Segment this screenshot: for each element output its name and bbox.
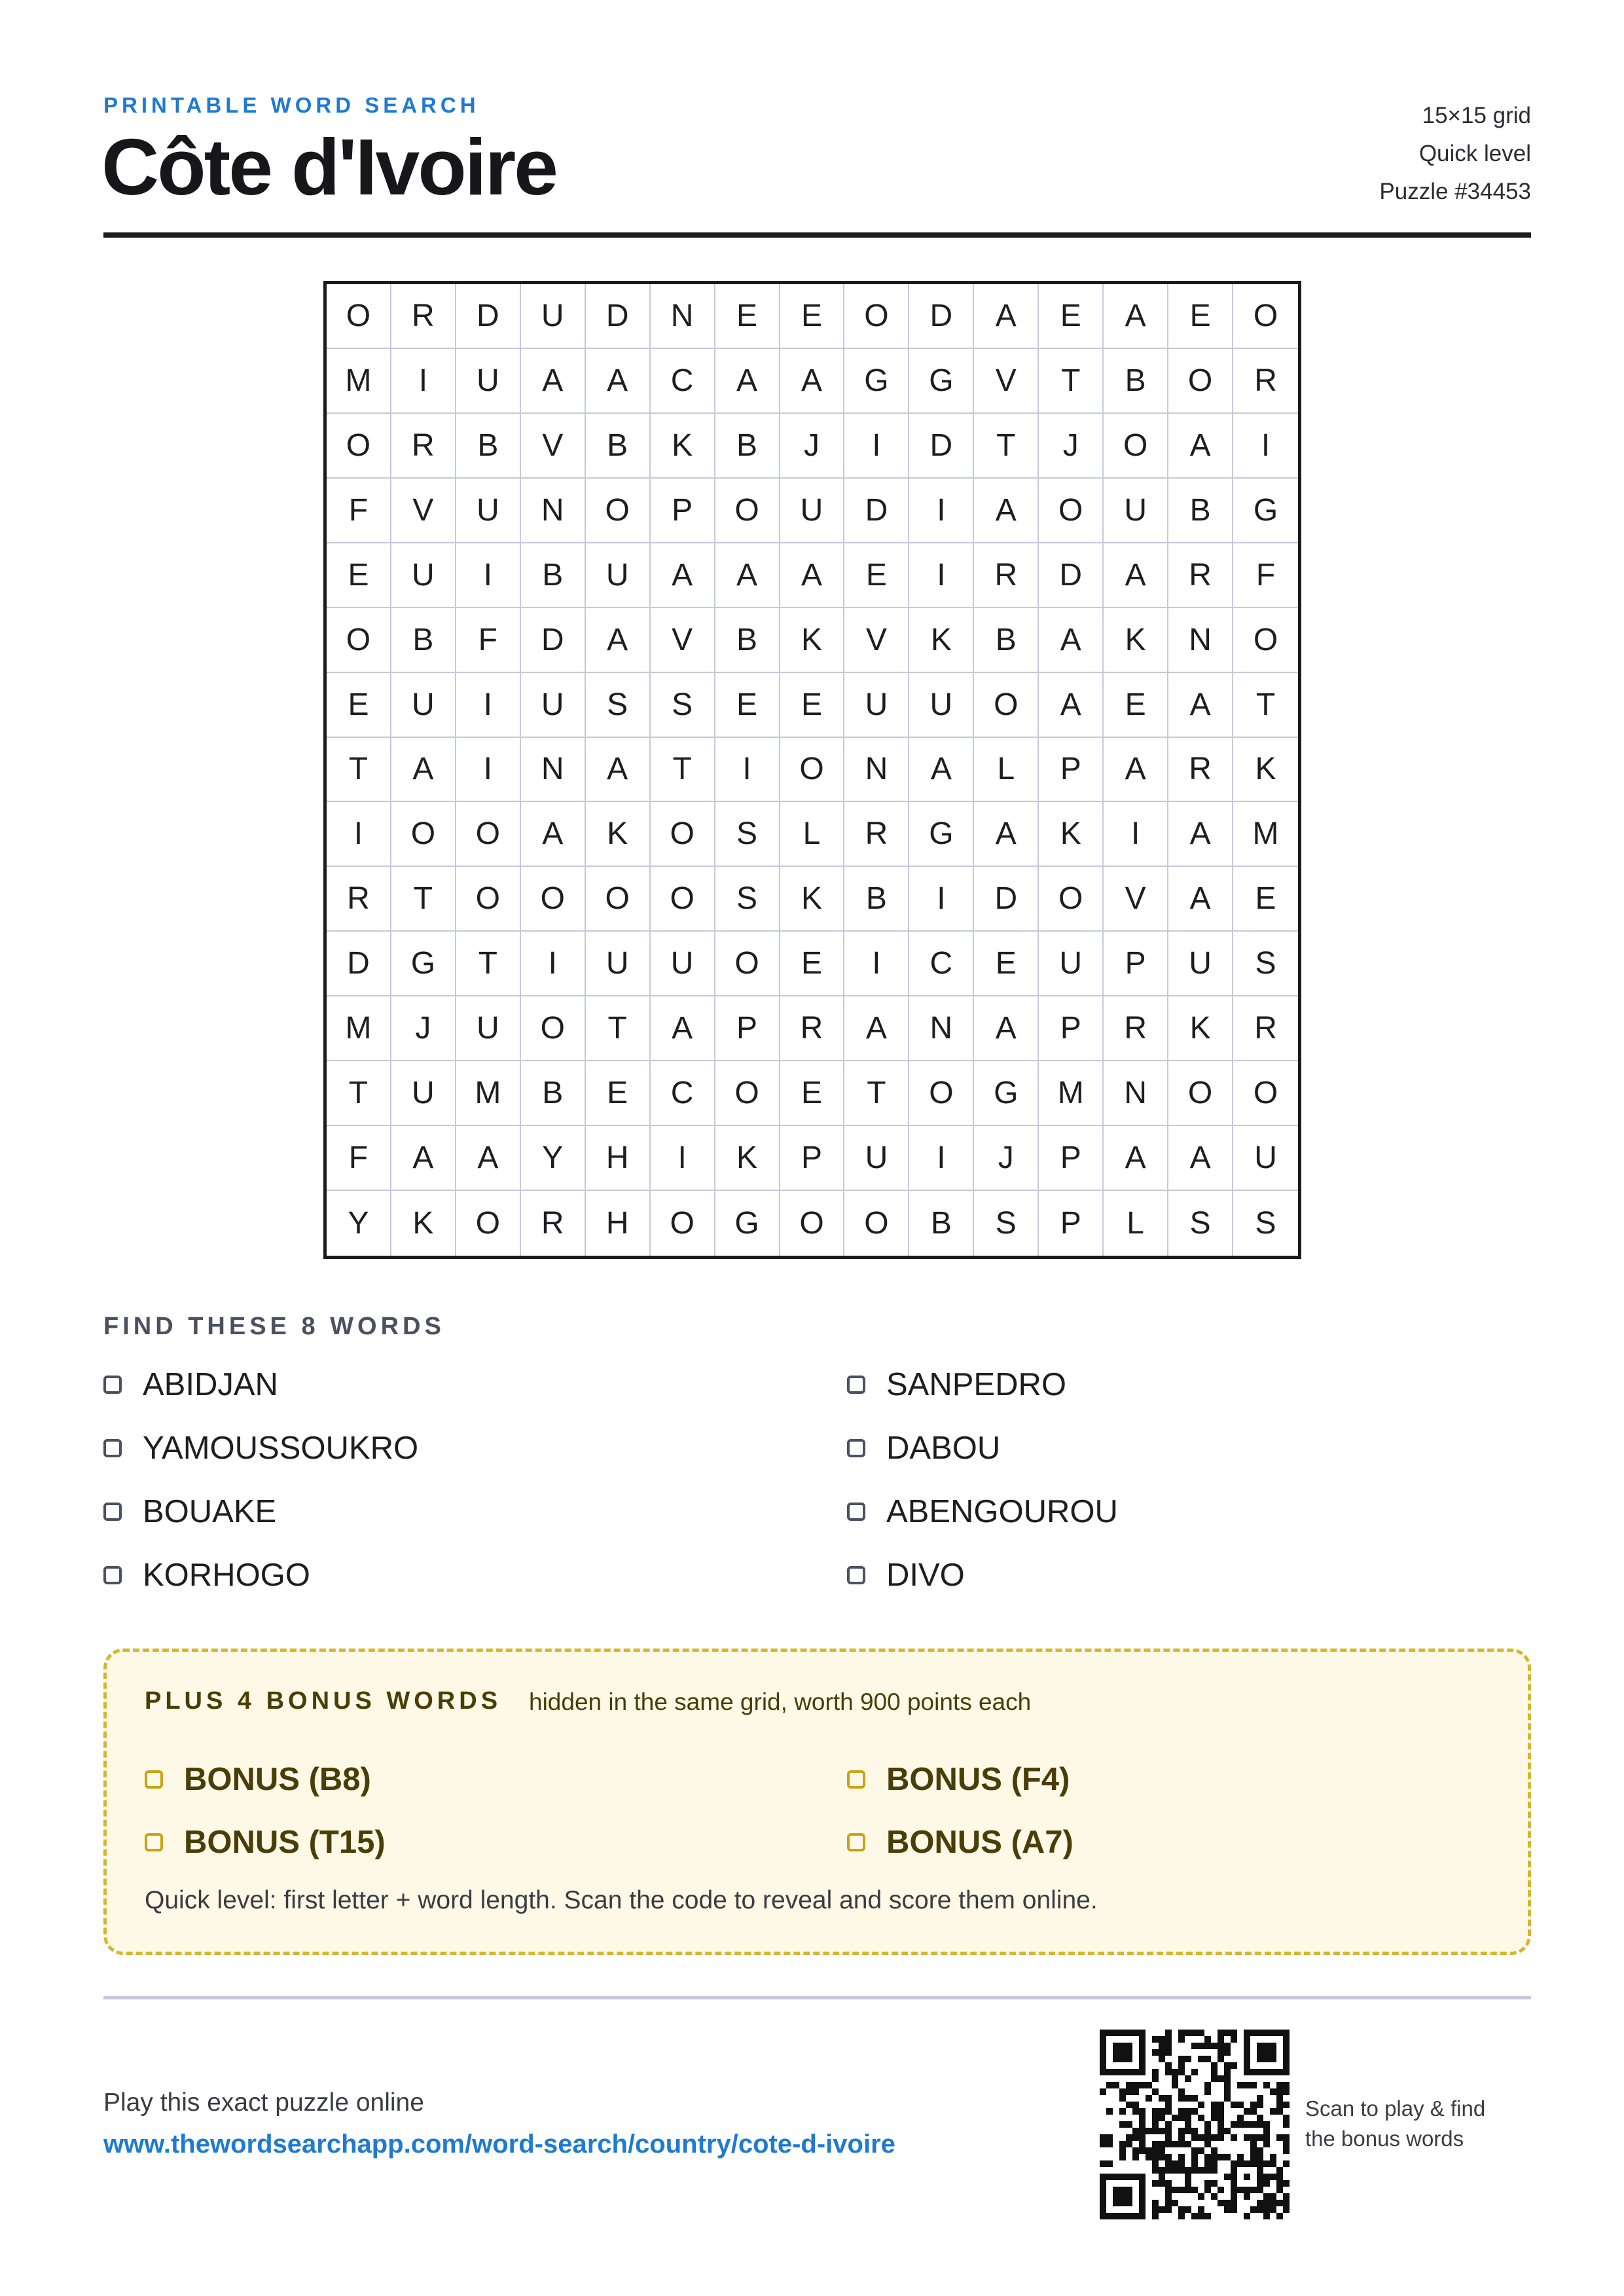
- grid-cell[interactable]: O: [651, 867, 715, 932]
- grid-cell[interactable]: O: [327, 284, 391, 349]
- grid-cell[interactable]: S: [715, 802, 780, 867]
- word-list-item[interactable]: [847, 1489, 1118, 1535]
- grid-cell[interactable]: A: [521, 802, 586, 867]
- grid-cell[interactable]: O: [844, 1191, 909, 1256]
- bonus-word-label: BONUS (F4): [886, 1762, 1070, 1797]
- word-label: ABENGOUROU: [886, 1494, 1118, 1529]
- grid-cell[interactable]: R: [521, 1191, 586, 1256]
- grid-cell[interactable]: H: [586, 1191, 651, 1256]
- bonus-word-label: BONUS (T15): [184, 1825, 386, 1860]
- grid-cell[interactable]: O: [456, 1191, 521, 1256]
- grid-cell[interactable]: O: [844, 284, 909, 349]
- grid-cell[interactable]: K: [1233, 738, 1298, 803]
- word-list-item[interactable]: [103, 1362, 278, 1408]
- grid-cell[interactable]: D: [456, 284, 521, 349]
- grid-cell[interactable]: U: [780, 479, 845, 543]
- grid-cell[interactable]: G: [844, 349, 909, 414]
- grid-cell[interactable]: G: [391, 932, 456, 996]
- grid-cell[interactable]: N: [1104, 1061, 1168, 1126]
- grid-cell[interactable]: K: [909, 608, 974, 673]
- grid-cell[interactable]: A: [1168, 802, 1233, 867]
- grid-cell[interactable]: I: [1104, 802, 1168, 867]
- bonus-word-item[interactable]: [847, 1819, 1074, 1865]
- checkbox-icon[interactable]: [103, 1439, 122, 1457]
- grid-cell[interactable]: N: [651, 284, 715, 349]
- grid-cell[interactable]: U: [651, 932, 715, 996]
- grid-cell[interactable]: S: [1168, 1191, 1233, 1256]
- grid-cell[interactable]: B: [391, 608, 456, 673]
- grid-cell[interactable]: U: [521, 284, 586, 349]
- word-list-item[interactable]: [847, 1362, 1066, 1408]
- grid-cell[interactable]: A: [780, 349, 845, 414]
- grid-cell[interactable]: O: [1233, 1061, 1298, 1126]
- grid-cell[interactable]: O: [391, 802, 456, 867]
- grid-cell[interactable]: B: [521, 1061, 586, 1126]
- grid-cell[interactable]: G: [974, 1061, 1039, 1126]
- grid-cell[interactable]: V: [391, 479, 456, 543]
- grid-cell[interactable]: V: [1104, 867, 1168, 932]
- grid-cell[interactable]: A: [909, 738, 974, 803]
- footer-divider: [103, 1996, 1531, 1999]
- grid-cell[interactable]: T: [651, 738, 715, 803]
- grid-cell[interactable]: N: [909, 996, 974, 1061]
- grid-cell[interactable]: V: [974, 349, 1039, 414]
- bonus-subtitle: hidden in the same grid, worth 900 points each: [529, 1688, 1032, 1715]
- checkbox-icon[interactable]: [145, 1833, 163, 1851]
- word-list-item[interactable]: [847, 1425, 1000, 1471]
- grid-cell[interactable]: R: [1233, 996, 1298, 1061]
- grid-cell[interactable]: D: [974, 867, 1039, 932]
- checkbox-icon[interactable]: [847, 1566, 865, 1584]
- grid-cell[interactable]: R: [844, 802, 909, 867]
- grid-cell[interactable]: K: [586, 802, 651, 867]
- grid-cell[interactable]: T: [327, 738, 391, 803]
- grid-cell[interactable]: U: [844, 1126, 909, 1191]
- grid-cell[interactable]: D: [521, 608, 586, 673]
- grid-cell[interactable]: E: [1233, 867, 1298, 932]
- grid-cell[interactable]: I: [909, 479, 974, 543]
- puzzle-url-link[interactable]: www.thewordsearchapp.com/word-search/country/cote-d-ivoire: [103, 2130, 895, 2159]
- grid-cell[interactable]: S: [651, 673, 715, 738]
- grid-cell[interactable]: B: [1104, 349, 1168, 414]
- grid-cell[interactable]: L: [1104, 1191, 1168, 1256]
- grid-cell[interactable]: E: [780, 284, 845, 349]
- grid-cell[interactable]: O: [1104, 414, 1168, 479]
- grid-cell[interactable]: U: [844, 673, 909, 738]
- grid-cell[interactable]: S: [715, 867, 780, 932]
- grid-cell[interactable]: P: [1039, 1126, 1104, 1191]
- grid-cell[interactable]: A: [651, 996, 715, 1061]
- word-list-item[interactable]: [103, 1552, 310, 1598]
- word-list-item[interactable]: [103, 1425, 418, 1471]
- grid-cell[interactable]: O: [586, 479, 651, 543]
- grid-cell[interactable]: P: [715, 996, 780, 1061]
- grid-cell[interactable]: E: [1104, 673, 1168, 738]
- checkbox-icon[interactable]: [847, 1439, 865, 1457]
- grid-cell[interactable]: E: [1039, 284, 1104, 349]
- grid-cell[interactable]: Y: [327, 1191, 391, 1256]
- grid-cell[interactable]: M: [327, 996, 391, 1061]
- checkbox-icon[interactable]: [103, 1566, 122, 1584]
- bonus-word-label: BONUS (A7): [886, 1825, 1074, 1860]
- bonus-heading: PLUS 4 BONUS WORDS: [145, 1687, 502, 1715]
- grid-cell[interactable]: P: [1039, 1191, 1104, 1256]
- grid-cell[interactable]: I: [456, 673, 521, 738]
- word-label: SANPEDRO: [886, 1367, 1067, 1402]
- grid-cell[interactable]: U: [391, 543, 456, 608]
- qr-caption: [1305, 2094, 1485, 2154]
- grid-cell[interactable]: E: [715, 673, 780, 738]
- grid-cell[interactable]: K: [1104, 608, 1168, 673]
- grid-cell[interactable]: F: [456, 608, 521, 673]
- bonus-word-item[interactable]: [145, 1757, 371, 1802]
- grid-cell[interactable]: K: [1039, 802, 1104, 867]
- grid-cell[interactable]: U: [1039, 932, 1104, 996]
- grid-cell[interactable]: A: [974, 802, 1039, 867]
- grid-cell[interactable]: S: [586, 673, 651, 738]
- grid-cell[interactable]: O: [974, 673, 1039, 738]
- grid-cell[interactable]: O: [1039, 479, 1104, 543]
- grid-cell[interactable]: O: [1168, 1061, 1233, 1126]
- grid-cell[interactable]: B: [715, 608, 780, 673]
- grid-cell[interactable]: C: [651, 1061, 715, 1126]
- grid-cell[interactable]: T: [327, 1061, 391, 1126]
- word-label: DIVO: [886, 1558, 965, 1593]
- checkbox-icon[interactable]: [103, 1503, 122, 1521]
- word-label: BOUAKE: [143, 1494, 277, 1529]
- puzzle-meta: [1379, 97, 1531, 211]
- grid-cell[interactable]: A: [651, 543, 715, 608]
- grid-cell[interactable]: E: [844, 543, 909, 608]
- bonus-word-item[interactable]: [847, 1757, 1070, 1802]
- grid-cell[interactable]: B: [1168, 479, 1233, 543]
- grid-cell[interactable]: R: [1168, 543, 1233, 608]
- grid-cell[interactable]: Y: [521, 1126, 586, 1191]
- grid-cell[interactable]: U: [456, 479, 521, 543]
- grid-cell[interactable]: P: [1104, 932, 1168, 996]
- grid-cell[interactable]: O: [1233, 608, 1298, 673]
- grid-cell[interactable]: A: [780, 543, 845, 608]
- grid-cell[interactable]: R: [1104, 996, 1168, 1061]
- checkbox-icon[interactable]: [847, 1503, 865, 1521]
- grid-cell[interactable]: L: [974, 738, 1039, 803]
- play-online-text: Play this exact puzzle online: [103, 2088, 424, 2117]
- grid-cell[interactable]: O: [521, 996, 586, 1061]
- word-search-grid: [323, 281, 1301, 1259]
- qr-caption-line2: the bonus words: [1305, 2126, 1464, 2151]
- grid-cell[interactable]: D: [909, 284, 974, 349]
- grid-cell[interactable]: G: [1233, 479, 1298, 543]
- checkbox-icon[interactable]: [145, 1770, 163, 1789]
- grid-cell[interactable]: U: [391, 673, 456, 738]
- grid-cell[interactable]: K: [1168, 996, 1233, 1061]
- grid-cell[interactable]: J: [974, 1126, 1039, 1191]
- grid-cell[interactable]: S: [974, 1191, 1039, 1256]
- grid-cell[interactable]: O: [586, 867, 651, 932]
- grid-cell[interactable]: D: [844, 479, 909, 543]
- grid-cell[interactable]: I: [844, 932, 909, 996]
- grid-cell[interactable]: K: [391, 1191, 456, 1256]
- grid-cell[interactable]: O: [651, 1191, 715, 1256]
- grid-cell[interactable]: I: [1233, 414, 1298, 479]
- grid-cell[interactable]: E: [780, 932, 845, 996]
- grid-cell[interactable]: N: [521, 738, 586, 803]
- checkbox-icon[interactable]: [847, 1833, 865, 1851]
- grid-cell[interactable]: K: [780, 867, 845, 932]
- grid-cell[interactable]: A: [391, 1126, 456, 1191]
- grid-cell[interactable]: J: [780, 414, 845, 479]
- grid-cell[interactable]: A: [586, 608, 651, 673]
- grid-cell[interactable]: N: [1168, 608, 1233, 673]
- grid-cell[interactable]: U: [586, 543, 651, 608]
- grid-cell[interactable]: A: [586, 349, 651, 414]
- grid-cell[interactable]: O: [909, 1061, 974, 1126]
- grid-size-label: 15×15 grid: [1422, 103, 1531, 128]
- grid-cell[interactable]: A: [586, 738, 651, 803]
- page-title: Côte d'Ivoire: [101, 122, 557, 211]
- grid-cell[interactable]: B: [974, 608, 1039, 673]
- grid-cell[interactable]: F: [327, 1126, 391, 1191]
- bonus-panel: [103, 1649, 1531, 1955]
- grid-cell[interactable]: I: [456, 543, 521, 608]
- grid-cell[interactable]: P: [651, 479, 715, 543]
- grid-cell[interactable]: R: [1233, 349, 1298, 414]
- grid-cell[interactable]: E: [327, 673, 391, 738]
- grid-cell[interactable]: A: [1039, 608, 1104, 673]
- grid-cell[interactable]: U: [1168, 932, 1233, 996]
- grid-cell[interactable]: O: [715, 479, 780, 543]
- grid-cell[interactable]: A: [974, 479, 1039, 543]
- grid-cell[interactable]: I: [715, 738, 780, 803]
- grid-cell[interactable]: H: [586, 1126, 651, 1191]
- grid-cell[interactable]: D: [586, 284, 651, 349]
- grid-cell[interactable]: U: [521, 673, 586, 738]
- grid-cell[interactable]: R: [974, 543, 1039, 608]
- word-list-item[interactable]: [103, 1489, 276, 1535]
- grid-cell[interactable]: D: [909, 414, 974, 479]
- grid-cell[interactable]: J: [391, 996, 456, 1061]
- qr-caption-line1: Scan to play & find: [1305, 2096, 1486, 2121]
- grid-cell[interactable]: A: [1104, 738, 1168, 803]
- grid-cell[interactable]: A: [391, 738, 456, 803]
- grid-cell[interactable]: S: [1255, 1206, 1276, 1241]
- grid-cell[interactable]: A: [715, 543, 780, 608]
- grid-cell[interactable]: I: [909, 543, 974, 608]
- grid-cell[interactable]: V: [651, 608, 715, 673]
- grid-cell[interactable]: R: [780, 996, 845, 1061]
- grid-cell[interactable]: I: [844, 414, 909, 479]
- grid-cell[interactable]: I: [521, 932, 586, 996]
- grid-cell[interactable]: B: [909, 1191, 974, 1256]
- grid-cell[interactable]: O: [521, 867, 586, 932]
- grid-cell[interactable]: U: [391, 1061, 456, 1126]
- grid-cell[interactable]: M: [1039, 1061, 1104, 1126]
- grid-cell[interactable]: A: [521, 349, 586, 414]
- grid-cell[interactable]: M: [456, 1061, 521, 1126]
- grid-cell[interactable]: E: [586, 1061, 651, 1126]
- grid-cell[interactable]: O: [327, 414, 391, 479]
- word-label: DABOU: [886, 1430, 1001, 1466]
- grid-cell[interactable]: F: [1233, 543, 1298, 608]
- grid-cell[interactable]: O: [1039, 867, 1104, 932]
- grid-cell[interactable]: B: [456, 414, 521, 479]
- grid-cell[interactable]: E: [780, 673, 845, 738]
- grid-cell[interactable]: E: [1168, 284, 1233, 349]
- grid-cell[interactable]: C: [909, 932, 974, 996]
- grid-cell[interactable]: A: [974, 996, 1039, 1061]
- grid-cell[interactable]: P: [1039, 996, 1104, 1061]
- grid-cell[interactable]: D: [1039, 543, 1104, 608]
- grid-cell[interactable]: T: [974, 414, 1039, 479]
- grid-cell[interactable]: F: [327, 479, 391, 543]
- grid-cell[interactable]: I: [456, 738, 521, 803]
- grid-cell[interactable]: I: [391, 349, 456, 414]
- grid-cell[interactable]: A: [1168, 1126, 1233, 1191]
- grid-cell[interactable]: O: [456, 802, 521, 867]
- grid-cell[interactable]: E: [715, 284, 780, 349]
- puzzle-number: Puzzle #34453: [1379, 179, 1531, 204]
- grid-cell[interactable]: V: [521, 414, 586, 479]
- grid-cell[interactable]: I: [651, 1126, 715, 1191]
- grid-cell[interactable]: B: [715, 414, 780, 479]
- level-label: Quick level: [1418, 141, 1531, 166]
- grid-cell[interactable]: A: [1039, 673, 1104, 738]
- grid-cell[interactable]: O: [715, 1061, 780, 1126]
- grid-cell[interactable]: I: [909, 867, 974, 932]
- grid-cell[interactable]: A: [1168, 867, 1233, 932]
- grid-cell[interactable]: B: [521, 543, 586, 608]
- grid-cell[interactable]: P: [1039, 738, 1104, 803]
- grid-cell[interactable]: K: [651, 414, 715, 479]
- grid-cell[interactable]: A: [1168, 673, 1233, 738]
- grid-cell[interactable]: A: [1104, 1126, 1168, 1191]
- grid-cell[interactable]: T: [586, 996, 651, 1061]
- header-divider: [103, 232, 1531, 238]
- checkbox-icon[interactable]: [847, 1376, 865, 1394]
- grid-cell[interactable]: E: [327, 543, 391, 608]
- bonus-word-label: BONUS (B8): [184, 1762, 371, 1797]
- grid-cell[interactable]: M: [327, 349, 391, 414]
- bonus-word-item[interactable]: [145, 1819, 386, 1865]
- grid-cell[interactable]: A: [456, 1126, 521, 1191]
- word-label: ABIDJAN: [143, 1367, 278, 1402]
- grid-cell[interactable]: D: [327, 932, 391, 996]
- grid-cell[interactable]: L: [780, 802, 845, 867]
- grid-cell[interactable]: A: [1104, 543, 1168, 608]
- grid-cell[interactable]: N: [521, 479, 586, 543]
- grid-cell[interactable]: U: [1104, 479, 1168, 543]
- checkbox-icon[interactable]: [847, 1770, 865, 1789]
- grid-cell[interactable]: M: [1233, 802, 1298, 867]
- checkbox-icon[interactable]: [103, 1376, 122, 1394]
- grid-cell[interactable]: V: [844, 608, 909, 673]
- grid-cell[interactable]: U: [1233, 1126, 1298, 1191]
- grid-cell[interactable]: A: [844, 996, 909, 1061]
- grid-cell[interactable]: R: [327, 867, 391, 932]
- grid-cell[interactable]: O: [327, 608, 391, 673]
- grid-cell[interactable]: G: [909, 802, 974, 867]
- grid-cell[interactable]: B: [586, 414, 651, 479]
- grid-cell[interactable]: R: [391, 414, 456, 479]
- grid-cell[interactable]: C: [651, 349, 715, 414]
- grid-cell[interactable]: O: [456, 867, 521, 932]
- grid-cell[interactable]: B: [844, 867, 909, 932]
- grid-cell[interactable]: T: [456, 932, 521, 996]
- find-words-heading: FIND THESE 8 WORDS: [103, 1313, 445, 1340]
- word-label: KORHOGO: [143, 1558, 310, 1593]
- grid-cell[interactable]: T: [1039, 349, 1104, 414]
- grid-cell[interactable]: A: [1104, 284, 1168, 349]
- grid-cell[interactable]: A: [1168, 414, 1233, 479]
- grid-cell[interactable]: O: [780, 738, 845, 803]
- grid-cell[interactable]: J: [1039, 414, 1104, 479]
- grid-cell[interactable]: O: [1233, 284, 1298, 349]
- grid-cell[interactable]: P: [780, 1126, 845, 1191]
- grid-cell[interactable]: K: [715, 1126, 780, 1191]
- grid-cell[interactable]: E: [780, 1061, 845, 1126]
- qr-code-icon[interactable]: [1100, 2030, 1290, 2219]
- grid-cell[interactable]: I: [327, 802, 391, 867]
- grid-cell[interactable]: A: [974, 284, 1039, 349]
- grid-cell[interactable]: R: [1168, 738, 1233, 803]
- grid-cell[interactable]: A: [715, 349, 780, 414]
- word-label: YAMOUSSOUKRO: [143, 1430, 419, 1466]
- grid-cell[interactable]: U: [456, 996, 521, 1061]
- grid-cell[interactable]: E: [974, 932, 1039, 996]
- grid-cell[interactable]: O: [715, 932, 780, 996]
- grid-cell[interactable]: R: [391, 284, 456, 349]
- grid-cell[interactable]: N: [844, 738, 909, 803]
- grid-cell[interactable]: T: [391, 867, 456, 932]
- word-list-item[interactable]: [847, 1552, 965, 1598]
- grid-cell[interactable]: G: [715, 1191, 780, 1256]
- grid-cell[interactable]: U: [456, 349, 521, 414]
- grid-cell[interactable]: O: [651, 802, 715, 867]
- grid-cell[interactable]: O: [1168, 349, 1233, 414]
- grid-cell[interactable]: T: [1233, 673, 1298, 738]
- grid-cell[interactable]: S: [1233, 932, 1298, 996]
- eyebrow-label: PRINTABLE WORD SEARCH: [103, 93, 480, 117]
- grid-cell[interactable]: U: [909, 673, 974, 738]
- grid-cell[interactable]: G: [909, 349, 974, 414]
- grid-cell[interactable]: U: [586, 932, 651, 996]
- bonus-note: Quick level: first letter + word length. Scan the code to reveal and score them online.: [145, 1886, 1098, 1914]
- grid-cell[interactable]: I: [909, 1126, 974, 1191]
- grid-cell[interactable]: T: [844, 1061, 909, 1126]
- grid-cell[interactable]: O: [780, 1191, 845, 1256]
- grid-cell[interactable]: K: [780, 608, 845, 673]
